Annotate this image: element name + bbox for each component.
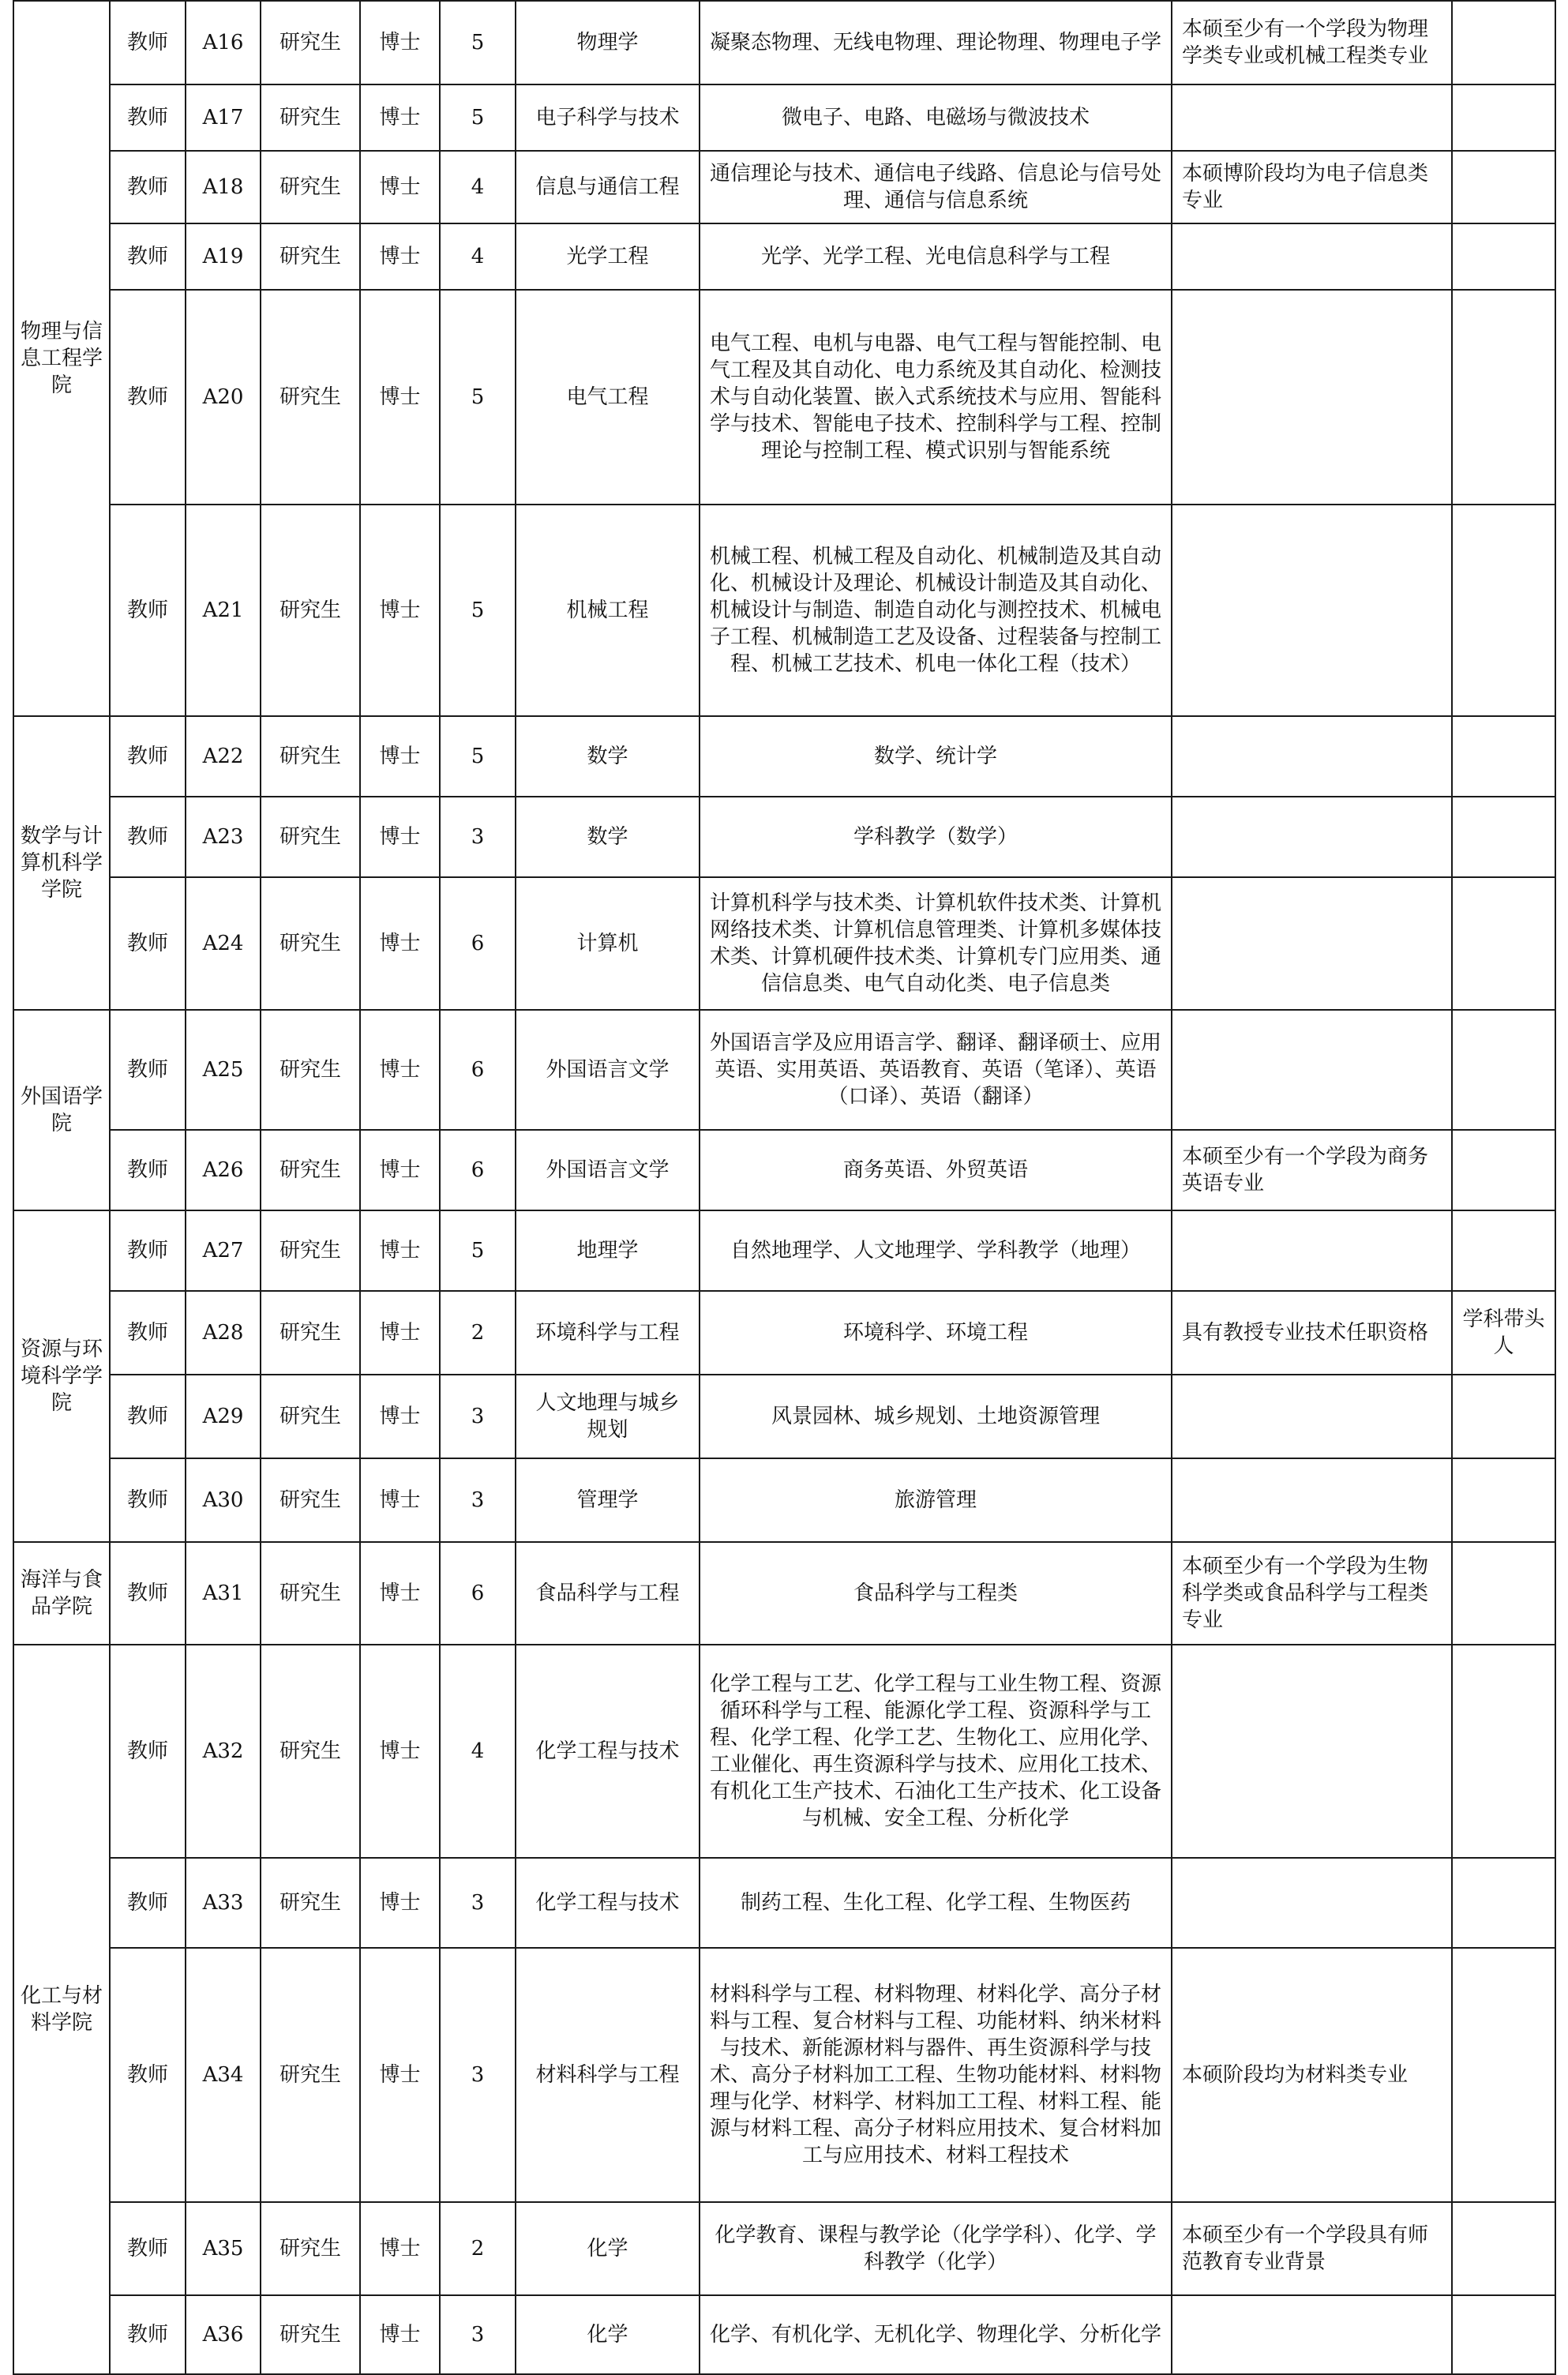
cell-requirements: 本硕至少有一个学段为物理学类专业或机械工程类专业 [1172, 1, 1452, 84]
cell-requirements [1172, 716, 1452, 797]
cell-majors: 微电子、电路、电磁场与微波技术 [700, 84, 1172, 151]
cell-category: 教师 [110, 1948, 186, 2202]
cell-headcount: 2 [440, 1291, 516, 1375]
cell-education: 研究生 [261, 716, 360, 797]
table-row [13, 84, 1555, 151]
cell-college: 化工与材料学院 [13, 1645, 110, 2374]
cell-discipline: 数学 [516, 797, 700, 877]
recruitment-table [13, 0, 1556, 2375]
table-row [13, 1375, 1555, 1458]
cell-majors: 自然地理学、人文地理学、学科教学（地理） [700, 1210, 1172, 1291]
cell-education: 研究生 [261, 1948, 360, 2202]
cell-degree: 博士 [360, 1948, 440, 2202]
cell-majors: 电气工程、电机与电器、电气工程与智能控制、电气工程及其自动化、电力系统及其自动化、检测技术与自动化装置、嵌入式系统技术与应用、智能科学与技术、智能电子技术、控制科学与工程、控制理论与控制工程、模式识别与智能系统 [700, 290, 1172, 505]
cell-category: 教师 [110, 1458, 186, 1542]
cell-headcount: 3 [440, 1948, 516, 2202]
cell-notes [1452, 1458, 1555, 1542]
table-row [13, 716, 1555, 797]
table-row [13, 1130, 1555, 1210]
cell-requirements [1172, 223, 1452, 290]
cell-discipline: 化学 [516, 2295, 700, 2374]
cell-education: 研究生 [261, 797, 360, 877]
cell-discipline: 地理学 [516, 1210, 700, 1291]
table-row [13, 505, 1555, 716]
cell-headcount: 6 [440, 1130, 516, 1210]
cell-headcount: 3 [440, 1458, 516, 1542]
cell-discipline: 外国语言文学 [516, 1010, 700, 1130]
cell-discipline: 计算机 [516, 877, 700, 1010]
cell-headcount: 5 [440, 1, 516, 84]
cell-headcount: 5 [440, 505, 516, 716]
cell-position-code: A22 [186, 716, 261, 797]
cell-notes: 学科带头人 [1452, 1291, 1555, 1375]
cell-degree: 博士 [360, 1645, 440, 1858]
cell-notes [1452, 2202, 1555, 2295]
cell-requirements [1172, 1210, 1452, 1291]
table-row [13, 151, 1555, 223]
cell-college: 物理与信息工程学院 [13, 1, 110, 716]
table-row [13, 1291, 1555, 1375]
cell-majors: 风景园林、城乡规划、土地资源管理 [700, 1375, 1172, 1458]
cell-degree: 博士 [360, 151, 440, 223]
table-row [13, 1010, 1555, 1130]
cell-discipline: 管理学 [516, 1458, 700, 1542]
cell-notes [1452, 716, 1555, 797]
cell-notes [1452, 1858, 1555, 1948]
cell-category: 教师 [110, 2295, 186, 2374]
cell-position-code: A31 [186, 1542, 261, 1645]
cell-position-code: A23 [186, 797, 261, 877]
cell-position-code: A27 [186, 1210, 261, 1291]
table-row [13, 1458, 1555, 1542]
cell-headcount: 6 [440, 1010, 516, 1130]
cell-position-code: A30 [186, 1458, 261, 1542]
cell-education: 研究生 [261, 1010, 360, 1130]
cell-majors: 化学工程与工艺、化学工程与工业生物工程、资源循环科学与工程、能源化学工程、资源科学与工程、化学工程、化学工艺、生物化工、应用化学、工业催化、再生资源科学与技术、应用化工技术、有机化工生产技术、石油化工生产技术、化工设备与机械、安全工程、分析化学 [700, 1645, 1172, 1858]
cell-notes [1452, 1375, 1555, 1458]
cell-education: 研究生 [261, 1130, 360, 1210]
cell-majors: 商务英语、外贸英语 [700, 1130, 1172, 1210]
table-row [13, 2295, 1555, 2374]
cell-degree: 博士 [360, 1, 440, 84]
cell-notes [1452, 290, 1555, 505]
cell-college: 外国语学院 [13, 1010, 110, 1210]
cell-category: 教师 [110, 877, 186, 1010]
cell-position-code: A21 [186, 505, 261, 716]
cell-category: 教师 [110, 1375, 186, 1458]
cell-headcount: 5 [440, 716, 516, 797]
cell-degree: 博士 [360, 1375, 440, 1458]
cell-degree: 博士 [360, 1130, 440, 1210]
cell-requirements [1172, 1858, 1452, 1948]
cell-discipline: 食品科学与工程 [516, 1542, 700, 1645]
cell-degree: 博士 [360, 1458, 440, 1542]
cell-discipline: 物理学 [516, 1, 700, 84]
cell-majors: 化学、有机化学、无机化学、物理化学、分析化学 [700, 2295, 1172, 2374]
cell-majors: 外国语言学及应用语言学、翻译、翻译硕士、应用英语、实用英语、英语教育、英语（笔译）、英语（口译）、英语（翻译） [700, 1010, 1172, 1130]
cell-category: 教师 [110, 1542, 186, 1645]
cell-education: 研究生 [261, 2295, 360, 2374]
cell-majors: 计算机科学与技术类、计算机软件技术类、计算机网络技术类、计算机信息管理类、计算机多媒体技术类、计算机硬件技术类、计算机专门应用类、通信信息类、电气自动化类、电子信息类 [700, 877, 1172, 1010]
cell-requirements [1172, 84, 1452, 151]
cell-category: 教师 [110, 84, 186, 151]
cell-majors: 环境科学、环境工程 [700, 1291, 1172, 1375]
cell-headcount: 3 [440, 797, 516, 877]
cell-degree: 博士 [360, 716, 440, 797]
cell-discipline: 材料科学与工程 [516, 1948, 700, 2202]
cell-position-code: A29 [186, 1375, 261, 1458]
table-row [13, 1948, 1555, 2202]
cell-notes [1452, 1645, 1555, 1858]
cell-position-code: A35 [186, 2202, 261, 2295]
cell-position-code: A18 [186, 151, 261, 223]
table-row [13, 1210, 1555, 1291]
cell-college: 数学与计算机科学学院 [13, 716, 110, 1010]
cell-education: 研究生 [261, 223, 360, 290]
cell-requirements: 本硕至少有一个学段为生物科学类或食品科学与工程类专业 [1172, 1542, 1452, 1645]
cell-degree: 博士 [360, 290, 440, 505]
cell-headcount: 6 [440, 1542, 516, 1645]
cell-majors: 数学、统计学 [700, 716, 1172, 797]
cell-headcount: 5 [440, 84, 516, 151]
cell-discipline: 化学工程与技术 [516, 1858, 700, 1948]
cell-notes [1452, 84, 1555, 151]
cell-requirements: 具有教授专业技术任职资格 [1172, 1291, 1452, 1375]
cell-discipline: 人文地理与城乡规划 [516, 1375, 700, 1458]
cell-education: 研究生 [261, 505, 360, 716]
cell-education: 研究生 [261, 2202, 360, 2295]
cell-degree: 博士 [360, 1291, 440, 1375]
cell-college: 资源与环境科学学院 [13, 1210, 110, 1542]
cell-requirements [1172, 1458, 1452, 1542]
cell-degree: 博士 [360, 1542, 440, 1645]
cell-education: 研究生 [261, 84, 360, 151]
cell-position-code: A20 [186, 290, 261, 505]
cell-education: 研究生 [261, 1542, 360, 1645]
cell-category: 教师 [110, 223, 186, 290]
cell-notes [1452, 505, 1555, 716]
cell-category: 教师 [110, 1130, 186, 1210]
cell-headcount: 5 [440, 1210, 516, 1291]
cell-discipline: 机械工程 [516, 505, 700, 716]
cell-headcount: 4 [440, 223, 516, 290]
cell-degree: 博士 [360, 797, 440, 877]
cell-degree: 博士 [360, 1210, 440, 1291]
cell-education: 研究生 [261, 1291, 360, 1375]
cell-discipline: 数学 [516, 716, 700, 797]
cell-majors: 通信理论与技术、通信电子线路、信息论与信号处理、通信与信息系统 [700, 151, 1172, 223]
cell-notes [1452, 1, 1555, 84]
cell-degree: 博士 [360, 223, 440, 290]
cell-position-code: A34 [186, 1948, 261, 2202]
cell-notes [1452, 1542, 1555, 1645]
cell-education: 研究生 [261, 1, 360, 84]
cell-headcount: 2 [440, 2202, 516, 2295]
cell-category: 教师 [110, 290, 186, 505]
table-row [13, 2202, 1555, 2295]
table-row [13, 797, 1555, 877]
cell-degree: 博士 [360, 1858, 440, 1948]
cell-headcount: 4 [440, 151, 516, 223]
cell-notes [1452, 151, 1555, 223]
cell-majors: 凝聚态物理、无线电物理、理论物理、物理电子学 [700, 1, 1172, 84]
cell-education: 研究生 [261, 877, 360, 1010]
table-row [13, 1, 1555, 84]
cell-requirements: 本硕至少有一个学段为商务英语专业 [1172, 1130, 1452, 1210]
cell-majors: 食品科学与工程类 [700, 1542, 1172, 1645]
cell-position-code: A26 [186, 1130, 261, 1210]
cell-headcount: 3 [440, 1858, 516, 1948]
cell-notes [1452, 1210, 1555, 1291]
cell-category: 教师 [110, 797, 186, 877]
cell-category: 教师 [110, 1010, 186, 1130]
cell-headcount: 3 [440, 1375, 516, 1458]
cell-position-code: A28 [186, 1291, 261, 1375]
table-row [13, 1645, 1555, 1858]
cell-education: 研究生 [261, 1210, 360, 1291]
cell-discipline: 光学工程 [516, 223, 700, 290]
cell-notes [1452, 1010, 1555, 1130]
cell-degree: 博士 [360, 505, 440, 716]
cell-degree: 博士 [360, 1010, 440, 1130]
table-row [13, 1858, 1555, 1948]
cell-discipline: 信息与通信工程 [516, 151, 700, 223]
cell-discipline: 外国语言文学 [516, 1130, 700, 1210]
cell-requirements [1172, 797, 1452, 877]
cell-category: 教师 [110, 1291, 186, 1375]
cell-discipline: 电子科学与技术 [516, 84, 700, 151]
cell-position-code: A16 [186, 1, 261, 84]
cell-discipline: 化学 [516, 2202, 700, 2295]
cell-requirements [1172, 1645, 1452, 1858]
cell-requirements [1172, 877, 1452, 1010]
cell-position-code: A17 [186, 84, 261, 151]
cell-degree: 博士 [360, 877, 440, 1010]
cell-position-code: A24 [186, 877, 261, 1010]
cell-requirements [1172, 1010, 1452, 1130]
cell-education: 研究生 [261, 1645, 360, 1858]
cell-requirements [1172, 1375, 1452, 1458]
cell-notes [1452, 1948, 1555, 2202]
cell-headcount: 5 [440, 290, 516, 505]
cell-requirements [1172, 505, 1452, 716]
cell-requirements [1172, 2295, 1452, 2374]
cell-category: 教师 [110, 716, 186, 797]
cell-notes [1452, 223, 1555, 290]
cell-requirements: 本硕博阶段均为电子信息类专业 [1172, 151, 1452, 223]
cell-degree: 博士 [360, 2202, 440, 2295]
cell-discipline: 化学工程与技术 [516, 1645, 700, 1858]
cell-position-code: A32 [186, 1645, 261, 1858]
table-row [13, 877, 1555, 1010]
cell-notes [1452, 797, 1555, 877]
cell-college: 海洋与食品学院 [13, 1542, 110, 1645]
cell-notes [1452, 2295, 1555, 2374]
cell-headcount: 6 [440, 877, 516, 1010]
cell-education: 研究生 [261, 290, 360, 505]
cell-discipline: 环境科学与工程 [516, 1291, 700, 1375]
cell-majors: 光学、光学工程、光电信息科学与工程 [700, 223, 1172, 290]
cell-position-code: A19 [186, 223, 261, 290]
cell-category: 教师 [110, 1858, 186, 1948]
cell-education: 研究生 [261, 151, 360, 223]
cell-degree: 博士 [360, 84, 440, 151]
cell-majors: 材料科学与工程、材料物理、材料化学、高分子材料与工程、复合材料与工程、功能材料、纳米材料与技术、新能源材料与器件、再生资源科学与技术、高分子材料加工工程、生物功能材料、材料物理与化学、材料学、材料加工工程、材料工程、能源与材料工程、高分子材料应用技术、复合材料加工与应用技术、材料工程技术 [700, 1948, 1172, 2202]
cell-category: 教师 [110, 505, 186, 716]
cell-category: 教师 [110, 151, 186, 223]
cell-position-code: A25 [186, 1010, 261, 1130]
cell-discipline: 电气工程 [516, 290, 700, 505]
table-row [13, 1542, 1555, 1645]
cell-majors: 化学教育、课程与教学论（化学学科）、化学、学科教学（化学） [700, 2202, 1172, 2295]
cell-education: 研究生 [261, 1458, 360, 1542]
cell-requirements: 本硕阶段均为材料类专业 [1172, 1948, 1452, 2202]
table-row [13, 223, 1555, 290]
cell-education: 研究生 [261, 1375, 360, 1458]
cell-category: 教师 [110, 1, 186, 84]
table-row [13, 290, 1555, 505]
cell-notes [1452, 1130, 1555, 1210]
cell-majors: 学科教学（数学） [700, 797, 1172, 877]
cell-majors: 机械工程、机械工程及自动化、机械制造及其自动化、机械设计及理论、机械设计制造及其自动化、机械设计与制造、制造自动化与测控技术、机械电子工程、机械制造工艺及设备、过程装备与控制工程、机械工艺技术、机电一体化工程（技术） [700, 505, 1172, 716]
cell-notes [1452, 877, 1555, 1010]
cell-category: 教师 [110, 1645, 186, 1858]
cell-headcount: 4 [440, 1645, 516, 1858]
cell-education: 研究生 [261, 1858, 360, 1948]
cell-position-code: A33 [186, 1858, 261, 1948]
cell-category: 教师 [110, 2202, 186, 2295]
cell-headcount: 3 [440, 2295, 516, 2374]
cell-category: 教师 [110, 1210, 186, 1291]
cell-requirements: 本硕至少有一个学段具有师范教育专业背景 [1172, 2202, 1452, 2295]
cell-position-code: A36 [186, 2295, 261, 2374]
cell-degree: 博士 [360, 2295, 440, 2374]
cell-majors: 旅游管理 [700, 1458, 1172, 1542]
cell-requirements [1172, 290, 1452, 505]
cell-majors: 制药工程、生化工程、化学工程、生物医药 [700, 1858, 1172, 1948]
